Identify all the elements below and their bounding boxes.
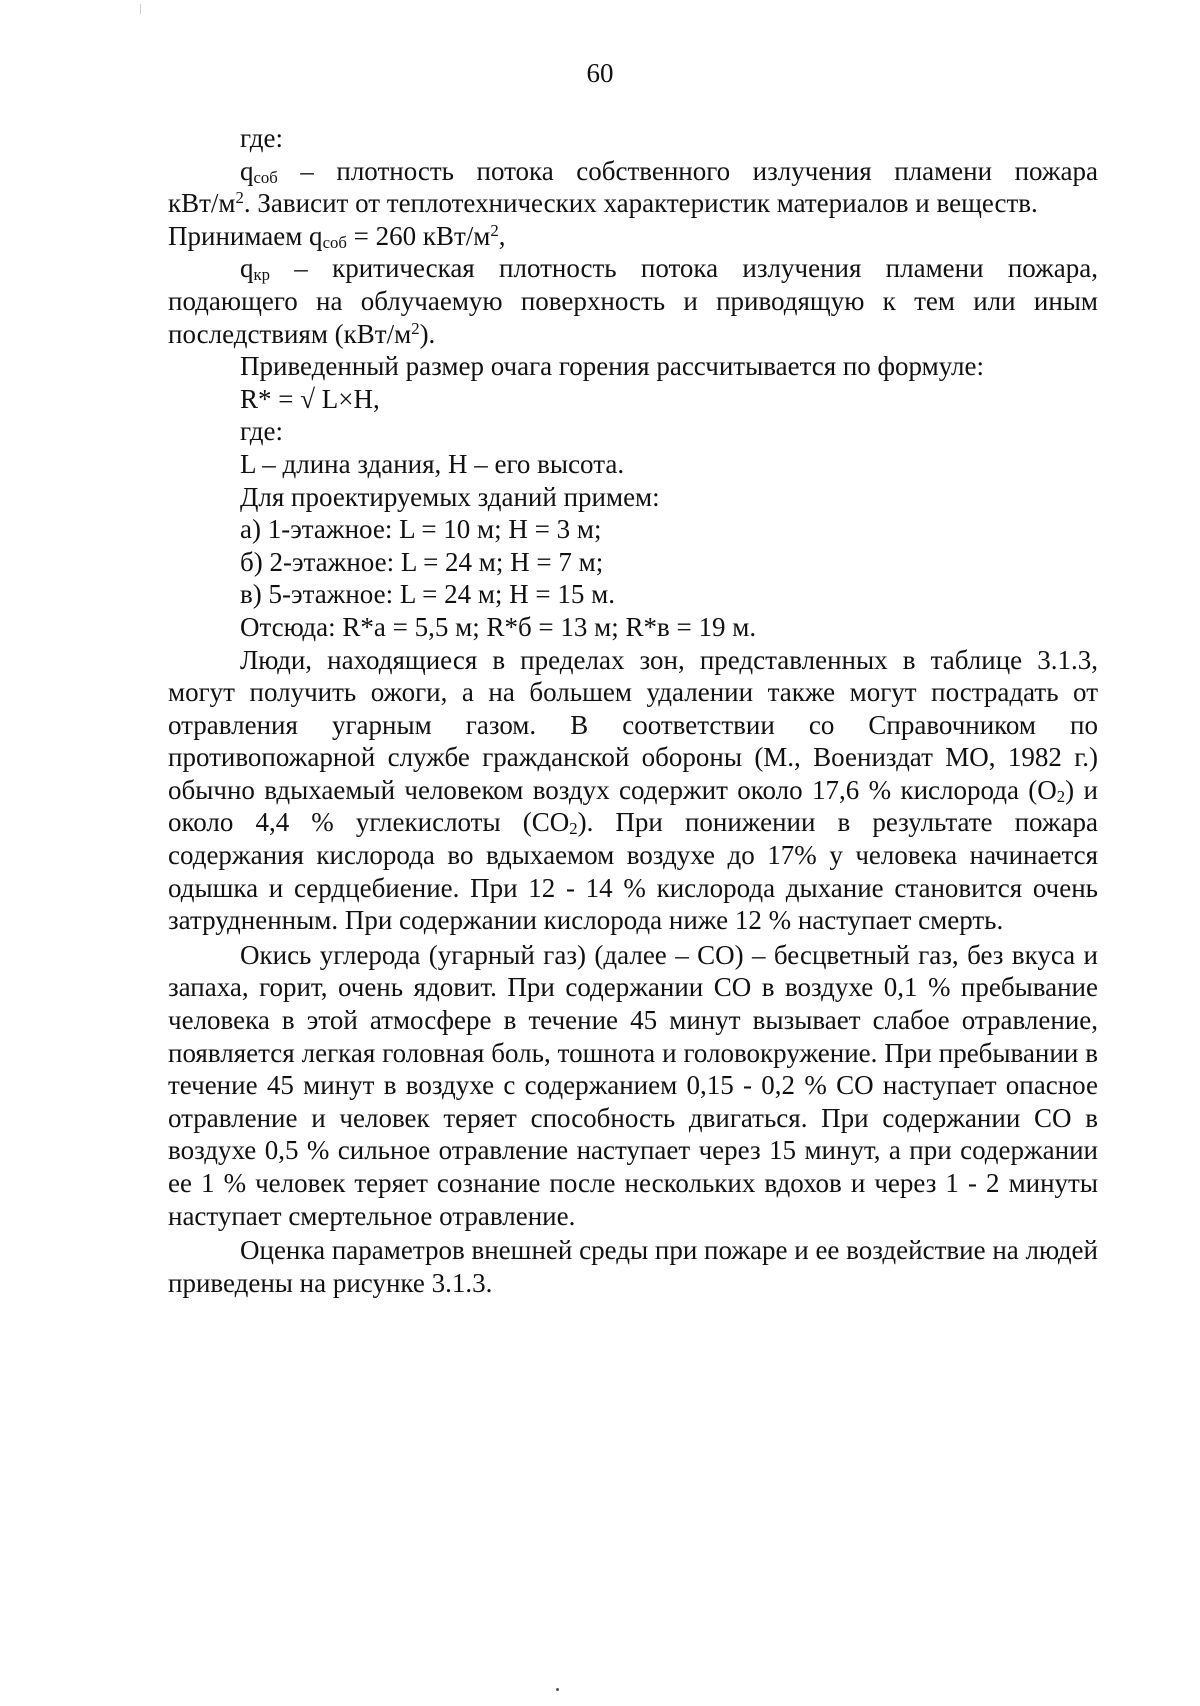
page-number: 60 <box>586 58 614 88</box>
scan-mark-top <box>140 4 141 14</box>
def-q-kr-end: последствиям $(кВт/м^2)$. <box>168 318 436 349</box>
def-q-kr: $q_{кр}$ – критическая плотность потока излучения пламени пожара, <box>240 253 1098 285</box>
scan-mark-bottom <box>556 1688 559 1691</box>
paragraph-conclusion: Оценка параметров внешней среды при пожаре и ее воздействие на людей приведены на рисунке 3.1.3. <box>168 1235 1098 1298</box>
def-q-sob-cont: кВт/$м^2$. Зависит от теплотехнических характеристик материалов и веществ. <box>168 187 1038 219</box>
def-q-kr-cont: подающего на облучаемую поверхность и приводящую к тем или иным <box>168 285 1098 316</box>
def-q-sob: $q_{соб}$ – плотность потока собственного излучения пламени пожара <box>240 155 1098 187</box>
formula-intro: Приведенный размер очага горения рассчитывается по формуле: <box>240 351 985 382</box>
building-b: б) 2-этажное: L = 24 м; H = 7 м; <box>240 546 604 577</box>
building-a: а) 1-этажное: L = 10 м; H = 3 м; <box>240 514 602 545</box>
formula: R* = √ L×H, <box>240 383 380 414</box>
line-gde-1: где: <box>240 123 283 153</box>
paragraph-carbon-monoxide: Окись углерода (угарный газ) (далее – CO) – бесцветный газ, без вкуса и запаха, горит, очень ядовит. При содержании CO в воздухе 0,1 % пребывание человека в этой атмосфере в течение 45 минут вызывает слабое отравление, появляется легкая головная боль, тошнота и головокружение. При пребывании в течение 45 минут в воздухе с содержанием 0,15 - 0,2 % CO наступает опасное отравление и человек теряет способность двигаться. При содержании CO в воздухе 0,5 % сильное отравление наступает через 15 минут, а при содержании ее 1 % человек теряет сознание после нескольких вдохов и через 1 - 2 минуты наступает смертельное отравление. <box>168 939 1098 1231</box>
buildings-intro: Для проектируемых зданий примем: <box>240 481 660 512</box>
def-q-sob-value: Принимаем $q_{соб} = 260$ кВт/$м^2$, <box>168 220 506 252</box>
formula-legend: L – длина здания, H – его высота. <box>240 448 625 479</box>
line-gde-2: где: <box>240 416 283 447</box>
building-c: в) 5-этажное: L = 24 м; H = 15 м. <box>240 579 615 610</box>
page-body <box>168 122 1098 1299</box>
paragraph-people-oxygen: Люди, находящиеся в пределах зон, представленных в таблице 3.1.3, могут получить ожоги, а на большем удалении также могут пострадать от отравления угарным газом. В соответствии со Справочником по противопожарной службе гражданской обороны (М., Воениздат МО, 1982 г.) обычно вдыхаемый человеком воздух содержит около 17,6 % кислорода $(O_2)$ и около 4,4 % углекислоты $(CO_2)$. При понижении в результате пожара содержания кислорода во вдыхаемом воздухе до 17% у человека начинается одышка и сердцебиение. При 12 - 14 % кислорода дыхание становится очень затрудненным. При содержании кислорода ниже 12 % наступает смерть. <box>168 644 1099 936</box>
results-line: Отсюда: R*а = 5,5 м; R*б = 13 м; R*в = 19 м. <box>240 611 757 642</box>
